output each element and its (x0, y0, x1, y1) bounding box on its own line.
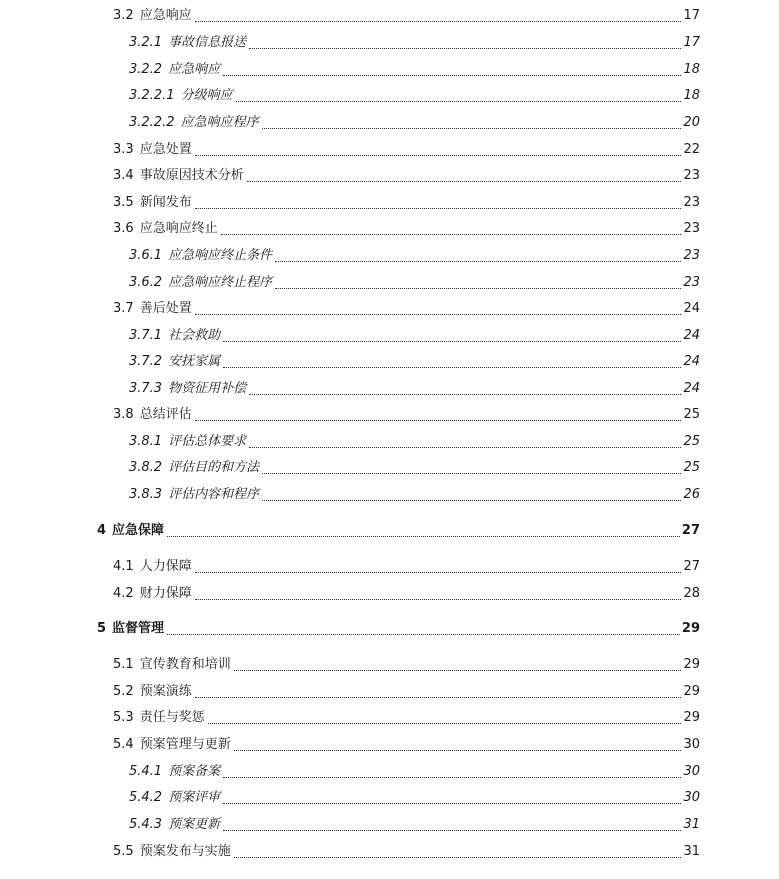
dot-leader (195, 572, 682, 573)
toc-entry-label (129, 352, 221, 372)
toc-entry-title: 新闻发布 (139, 195, 192, 210)
toc-entry-title: 评估目的和方法 (168, 460, 260, 475)
toc-entry-number: 3.7.2 (129, 354, 163, 369)
toc-entry-title: 评估内容和程序 (168, 487, 260, 502)
toc-entry-title: 应急响应终止程序 (168, 275, 273, 290)
toc-entry-page-number: 22 (683, 142, 700, 157)
toc-entry[interactable] (113, 219, 700, 239)
dot-leader (208, 723, 682, 724)
toc-entry-number: 3.2.2 (129, 62, 163, 77)
toc-entry-label (129, 86, 234, 106)
toc-entry-title: 财力保障 (139, 586, 192, 601)
toc-entry-title: 应急响应 (168, 62, 221, 77)
toc-entry-page-number: 30 (683, 790, 700, 805)
dot-leader (195, 420, 682, 421)
toc-entry-title: 分级响应 (180, 88, 233, 103)
toc-entry-title: 预案更新 (168, 817, 221, 832)
toc-entry[interactable] (113, 6, 700, 26)
toc-entry-title: 评估总体要求 (168, 434, 247, 449)
toc-entry-number: 5.2 (113, 684, 134, 699)
toc-entry-page-number: 30 (683, 737, 700, 752)
toc-entry-title: 应急响应程序 (180, 115, 259, 130)
toc-entry[interactable] (113, 584, 700, 604)
toc-entry-label (129, 246, 273, 266)
toc-entry[interactable] (113, 140, 700, 160)
toc-entry[interactable] (129, 326, 700, 346)
toc-entry-page-number: 23 (683, 221, 700, 236)
toc-entry-number: 3.5 (113, 195, 134, 210)
dot-leader (234, 857, 682, 858)
toc-entry-label (129, 60, 221, 80)
toc-entry-number: 3.4 (113, 168, 134, 183)
toc-entry[interactable] (113, 842, 700, 862)
dot-leader (223, 830, 681, 831)
toc-entry[interactable] (113, 299, 700, 319)
toc-entry-number: 3.2 (113, 8, 134, 23)
toc-entry-number: 5.4 (113, 737, 134, 752)
dot-leader (223, 777, 681, 778)
toc-entry[interactable] (129, 762, 700, 782)
toc-entry-label (113, 557, 193, 577)
toc-entry-label (129, 485, 260, 505)
toc-entry-page-number: 26 (683, 487, 700, 502)
toc-entry-title: 总结评估 (139, 407, 192, 422)
toc-entry-title: 应急响应终止 (139, 221, 218, 236)
toc-entry-number: 5.5 (113, 844, 134, 859)
toc-entry[interactable] (113, 655, 700, 675)
toc-entry-page-number: 24 (683, 381, 700, 396)
toc-entry-page-number: 28 (683, 586, 700, 601)
toc-entry-page-number: 27 (681, 523, 700, 538)
toc-entry-number: 3.7.3 (129, 381, 163, 396)
toc-entry-number: 4.2 (113, 586, 134, 601)
dot-leader (249, 394, 681, 395)
toc-entry[interactable] (129, 33, 700, 53)
toc-entry-label (97, 521, 165, 541)
dot-leader (249, 447, 681, 448)
dot-leader (223, 75, 681, 76)
toc-entry-title: 责任与奖惩 (139, 710, 205, 725)
toc-entry[interactable] (129, 352, 700, 372)
toc-entry-page-number: 23 (683, 248, 700, 263)
dot-leader (195, 314, 682, 315)
toc-entry-label (113, 655, 232, 675)
toc-entry-number: 5.3 (113, 710, 134, 725)
toc-entry-title: 应急响应终止条件 (168, 248, 273, 263)
toc-entry-label (129, 458, 260, 478)
toc-entry-label (113, 584, 193, 604)
toc-entry-label (113, 219, 219, 239)
toc-entry[interactable] (129, 788, 700, 808)
toc-entry-label (129, 326, 221, 346)
dot-leader (223, 803, 681, 804)
toc-entry-number: 5.4.3 (129, 817, 163, 832)
toc-entry[interactable] (113, 708, 700, 728)
toc-entry-number: 3.8 (113, 407, 134, 422)
dot-leader (167, 634, 680, 635)
toc-entry-page-number: 23 (683, 275, 700, 290)
dot-leader (167, 536, 680, 537)
toc-entry-page-number: 23 (683, 195, 700, 210)
toc-entry-label (113, 842, 232, 862)
dot-leader (262, 473, 681, 474)
toc-entry-page-number: 23 (683, 168, 700, 183)
toc-entry[interactable] (129, 485, 700, 505)
dot-leader (275, 261, 681, 262)
toc-entry-label (129, 273, 273, 293)
toc-entry-title: 预案评审 (168, 790, 221, 805)
dot-leader (249, 48, 681, 49)
toc-entry-label (113, 682, 193, 702)
toc-entry-number: 5.1 (113, 657, 134, 672)
toc-entry[interactable] (97, 619, 700, 639)
toc-entry-title: 预案发布与实施 (139, 844, 231, 859)
toc-entry-number: 3.6.1 (129, 248, 163, 263)
toc-entry-title: 应急保障 (112, 523, 165, 538)
toc-entry-label (129, 33, 247, 53)
toc-entry-title: 监督管理 (112, 621, 165, 636)
toc-entry-title: 人力保障 (139, 559, 192, 574)
toc-entry-number: 3.6 (113, 221, 134, 236)
toc-entry[interactable] (129, 815, 700, 835)
toc-entry-label (129, 432, 247, 452)
toc-entry[interactable] (97, 521, 700, 541)
dot-leader (195, 21, 682, 22)
toc-entry-page-number: 25 (683, 434, 700, 449)
toc-entry-page-number: 29 (683, 684, 700, 699)
toc-entry-number: 3.6.2 (129, 275, 163, 290)
dot-leader (195, 697, 682, 698)
toc-entry[interactable] (129, 113, 700, 133)
dot-leader (195, 155, 682, 156)
toc-entry-number: 3.2.2.2 (129, 115, 175, 130)
toc-entry-page-number: 18 (683, 62, 700, 77)
toc-entry[interactable] (113, 166, 700, 186)
toc-entry-page-number: 31 (683, 817, 700, 832)
toc-entry-label (113, 193, 193, 213)
toc-entry-number: 4.1 (113, 559, 134, 574)
toc-entry-number: 3.8.2 (129, 460, 163, 475)
toc-entry-page-number: 25 (683, 407, 700, 422)
toc-entry-page-number: 17 (683, 35, 700, 50)
toc-entry-page-number: 18 (683, 88, 700, 103)
toc-entry-page-number: 17 (683, 8, 700, 23)
toc-entry[interactable] (129, 379, 700, 399)
toc-entry-number: 4 (97, 523, 107, 538)
toc-entry-page-number: 30 (683, 764, 700, 779)
toc-entry-number: 3.8.1 (129, 434, 163, 449)
toc-entry-title: 物资征用补偿 (168, 381, 247, 396)
toc-entry-label (129, 788, 221, 808)
toc-entry-label (129, 815, 221, 835)
toc-entry-title: 宣传教育和培训 (139, 657, 231, 672)
toc-entry-label (113, 299, 193, 319)
toc-entry-title: 社会救助 (168, 328, 221, 343)
dot-leader (262, 500, 681, 501)
dot-leader (195, 599, 682, 600)
toc-entry-number: 3.7.1 (129, 328, 163, 343)
toc-entry-label (113, 405, 193, 425)
toc-entry[interactable] (129, 273, 700, 293)
toc-entry-label (129, 762, 221, 782)
dot-leader (223, 367, 681, 368)
toc-entry-title: 安抚家属 (168, 354, 221, 369)
toc-entry[interactable] (113, 405, 700, 425)
toc-entry-label (113, 166, 245, 186)
dot-leader (262, 128, 682, 129)
toc-entry-number: 3.2.1 (129, 35, 163, 50)
toc-entry-label (113, 6, 193, 26)
toc-entry-title: 应急处置 (139, 142, 192, 157)
toc-entry-page-number: 29 (683, 710, 700, 725)
dot-leader (221, 234, 682, 235)
toc-entry[interactable] (113, 682, 700, 702)
toc-entry-title: 应急响应 (139, 8, 192, 23)
toc-entry[interactable] (129, 60, 700, 80)
toc-entry-number: 5 (97, 621, 107, 636)
toc-entry-number: 3.2.2.1 (129, 88, 175, 103)
toc-entry-page-number: 29 (681, 621, 700, 636)
toc-entry-label (113, 140, 193, 160)
toc-entry[interactable] (129, 246, 700, 266)
toc-entry-number: 3.3 (113, 142, 134, 157)
toc-entry-title: 预案演练 (139, 684, 192, 699)
toc-entry[interactable] (113, 193, 700, 213)
toc-entry[interactable] (129, 86, 700, 106)
toc-entry-label (129, 113, 260, 133)
toc-entry-number: 5.4.2 (129, 790, 163, 805)
toc-entry[interactable] (113, 735, 700, 755)
toc-entry-label (113, 708, 206, 728)
toc-entry-title: 预案管理与更新 (139, 737, 231, 752)
toc-entry-page-number: 24 (683, 301, 700, 316)
toc-entry-page-number: 27 (683, 559, 700, 574)
toc-entry-page-number: 24 (683, 354, 700, 369)
toc-entry-number: 3.8.3 (129, 487, 163, 502)
toc-entry-title: 事故信息报送 (168, 35, 247, 50)
toc-entry-label (97, 619, 165, 639)
dot-leader (247, 181, 682, 182)
toc-entry-number: 5.4.1 (129, 764, 163, 779)
toc-entry-number: 3.7 (113, 301, 134, 316)
toc-entry[interactable] (129, 432, 700, 452)
toc-entry-page-number: 25 (683, 460, 700, 475)
toc-entry-page-number: 24 (683, 328, 700, 343)
dot-leader (234, 670, 682, 671)
toc-entry[interactable] (129, 458, 700, 478)
toc-entry-title: 善后处置 (139, 301, 192, 316)
toc-entry-page-number: 31 (683, 844, 700, 859)
dot-leader (275, 288, 681, 289)
toc-entry-title: 事故原因技术分析 (139, 168, 244, 183)
toc-entry-page-number: 20 (683, 115, 700, 130)
toc-entry[interactable] (113, 557, 700, 577)
dot-leader (195, 208, 682, 209)
toc-entry-label (129, 379, 247, 399)
toc-entry-label (113, 735, 232, 755)
toc-entry-page-number: 29 (683, 657, 700, 672)
dot-leader (223, 341, 681, 342)
dot-leader (234, 750, 682, 751)
dot-leader (236, 101, 682, 102)
toc-entry-title: 预案备案 (168, 764, 221, 779)
